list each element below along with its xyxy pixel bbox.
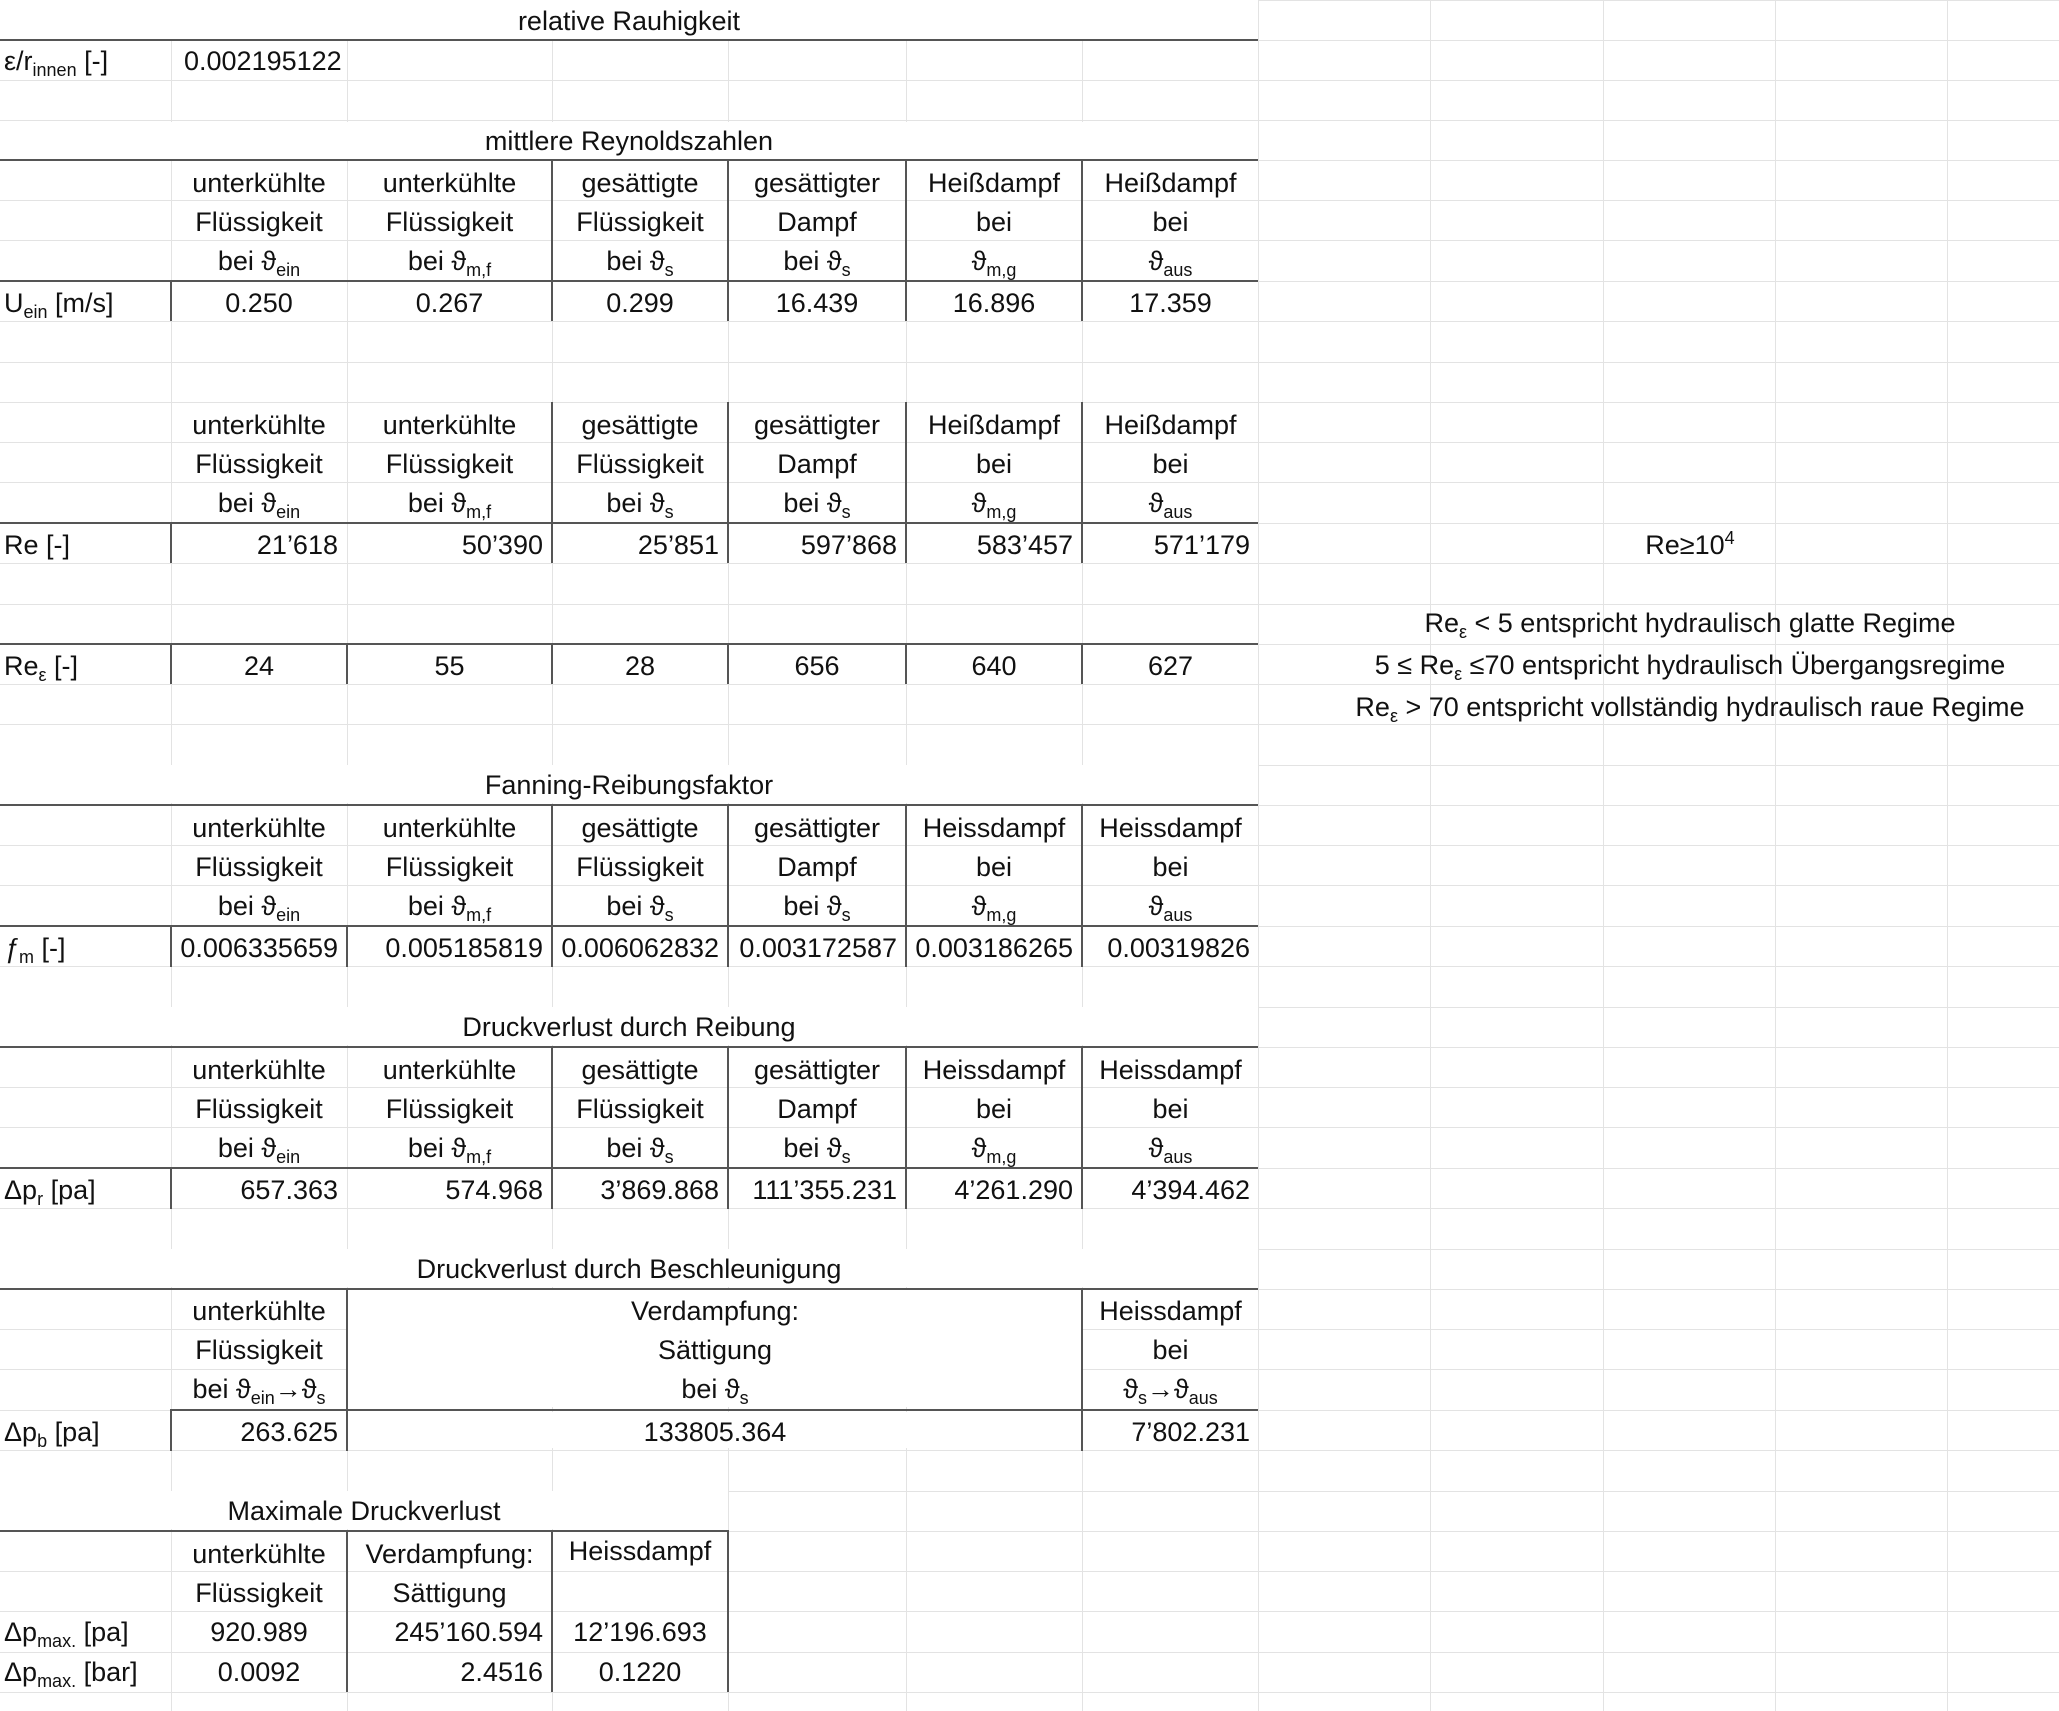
value-cell[interactable]: 0.006062832 [561, 933, 719, 963]
dp-max-bar-label: $\Delta p_{max.}$ [bar] [4, 1657, 138, 1691]
re-condition-note: $Re\ge 10^4$ [1645, 528, 1735, 560]
column-header-line1: unterkühlte [192, 1055, 326, 1085]
column-header-line1: gesättigte [581, 410, 699, 440]
column-header-theta: $ϑ_{m,g}$ [971, 891, 1017, 925]
column-header-line2: Dampf [777, 852, 857, 882]
dp-b-value-cell[interactable]: 263.625 [240, 1417, 338, 1447]
column-header-line2: bei [1152, 1094, 1189, 1124]
section-title-reibung: Druckverlust durch Reibung [462, 1012, 796, 1042]
value-cell[interactable]: 25’851 [637, 530, 719, 560]
value-cell[interactable]: 21’618 [256, 530, 338, 560]
column-header-theta: $ϑ_{aus}$ [1148, 1133, 1193, 1167]
column-header-line2: Flüssigkeit [576, 1094, 704, 1124]
column-header-line2: Flüssigkeit [576, 852, 704, 882]
column-header-line2: Flüssigkeit [576, 207, 704, 237]
max-header-fluessigkeit: Flüssigkeit [195, 1578, 323, 1608]
value-cell[interactable]: 0.003186265 [915, 933, 1073, 963]
dp-max-pa-label: $\Delta p_{max.}$ [pa] [4, 1617, 129, 1651]
dp-reibung-label: $\Delta p_r$ [pa] [4, 1175, 96, 1209]
column-header-line2: bei [975, 1094, 1013, 1124]
dp-max-pa-cell[interactable]: 245’160.594 [394, 1617, 543, 1647]
column-header-line1: unterkühlte [382, 410, 517, 440]
column-header-line1: Heißdampf [1104, 410, 1237, 440]
max-header-verdampfung: Verdampfung: [365, 1539, 534, 1569]
column-header-line2: bei [975, 449, 1013, 479]
column-header-line1: gesättigter [753, 410, 881, 440]
header-verdampfung: Verdampfung: [630, 1296, 800, 1326]
column-header-line2: Flüssigkeit [385, 1094, 514, 1124]
column-header-line1: unterkühlte [192, 168, 326, 198]
value-cell[interactable]: 583’457 [976, 530, 1073, 560]
column-header-line1: gesättigter [753, 1055, 881, 1085]
dp-max-pa-cell[interactable]: 12’196.693 [573, 1617, 707, 1647]
column-header-line2: Dampf [777, 449, 857, 479]
column-header-line2: bei [1152, 852, 1189, 882]
re-label: Re [-] [4, 530, 71, 560]
column-header-theta: bei $ϑ_s$ [783, 488, 851, 522]
section-title-fanning: Fanning-Reibungsfaktor [484, 770, 774, 800]
value-cell[interactable]: 0.003172587 [739, 933, 897, 963]
column-header-theta: bei $ϑ_{m,f}$ [407, 246, 492, 280]
dp-b-value-cell[interactable]: 7’802.231 [1131, 1417, 1250, 1447]
column-header-theta: bei $ϑ_{ein}$ [217, 488, 301, 522]
max-header-unterkuehlte: unterkühlte [192, 1539, 326, 1569]
column-header-line1: Heißdampf [1104, 168, 1237, 198]
column-header-theta: $ϑ_{aus}$ [1148, 246, 1193, 280]
column-header-line1: unterkühlte [382, 1055, 517, 1085]
dp-max-bar-cell[interactable]: 0.0092 [217, 1657, 301, 1687]
column-header-line2: Flüssigkeit [195, 1094, 323, 1124]
section-title-rauhigkeit: relative Rauhigkeit [517, 6, 741, 36]
column-header-line1: gesättigter [753, 813, 881, 843]
column-header-theta: bei $ϑ_{m,f}$ [407, 488, 492, 522]
column-header-theta: $ϑ_{m,g}$ [971, 246, 1017, 280]
column-header-theta: bei $ϑ_s$ [783, 246, 851, 280]
u-ein-label: $U_{ein}$ [m/s] [4, 288, 114, 322]
column-header-line1: unterkühlte [192, 410, 326, 440]
column-header-line1: unterkühlte [192, 813, 326, 843]
column-header-line1: Heissdampf [922, 813, 1066, 843]
value-cell[interactable]: 656 [794, 651, 840, 681]
value-cell[interactable]: 0.299 [606, 288, 674, 318]
column-header-line1: Heißdampf [927, 410, 1061, 440]
value-cell[interactable]: 657.363 [240, 1175, 338, 1205]
rauhigkeit-value-cell[interactable]: 0.002195122 [184, 46, 342, 76]
header-unterkuehlte: unterkühlte [192, 1296, 326, 1326]
value-cell[interactable]: 627 [1147, 651, 1194, 681]
value-cell[interactable]: 50’390 [461, 530, 543, 560]
value-cell[interactable]: 0.267 [415, 288, 484, 318]
column-header-line1: unterkühlte [382, 813, 517, 843]
dp-b-value-cell[interactable]: 133805.364 [643, 1417, 787, 1447]
value-cell[interactable]: 16.439 [775, 288, 859, 318]
value-cell[interactable]: 0.250 [225, 288, 293, 318]
column-header-line2: bei [1152, 449, 1189, 479]
column-header-line2: Flüssigkeit [385, 207, 514, 237]
value-cell[interactable]: 571’179 [1153, 530, 1250, 560]
dp-max-bar-cell[interactable]: 0.1220 [598, 1657, 682, 1687]
value-cell[interactable]: 597’868 [800, 530, 897, 560]
rauhigkeit-label: $\varepsilon/r_{innen}$ [-] [4, 46, 109, 80]
regime-note-rough: $Re_\varepsilon > 70$ entspricht vollständig hydraulisch raue Regime [1355, 692, 2025, 726]
value-cell[interactable]: 4’394.462 [1131, 1175, 1250, 1205]
regime-note-smooth: $Re_\varepsilon < 5$ entspricht hydraulisch glatte Regime [1424, 608, 1956, 642]
max-header-saettigung: Sättigung [392, 1578, 507, 1608]
header-fluessigkeit: Flüssigkeit [195, 1335, 323, 1365]
column-header-theta: $ϑ_{aus}$ [1148, 488, 1193, 522]
column-header-line2: Dampf [777, 1094, 857, 1124]
section-title-reynolds: mittlere Reynoldszahlen [484, 126, 774, 156]
header-theta-s-aus: $ϑ_s\to ϑ_{aus}$ [1123, 1374, 1218, 1408]
column-header-line2: Flüssigkeit [576, 449, 704, 479]
header-saettigung: Sättigung [657, 1335, 773, 1365]
column-header-line2: bei [1152, 207, 1189, 237]
header-heissdampf: Heissdampf [1099, 1296, 1242, 1326]
value-cell[interactable]: 24 [243, 651, 275, 681]
column-header-theta: bei $ϑ_{m,f}$ [407, 891, 492, 925]
value-cell[interactable]: 111’355.231 [752, 1175, 897, 1205]
value-cell[interactable]: 574.968 [445, 1175, 543, 1205]
column-header-line2: Flüssigkeit [385, 852, 514, 882]
value-cell[interactable]: 4’261.290 [954, 1175, 1073, 1205]
value-cell[interactable]: 0.005185819 [385, 933, 543, 963]
column-header-theta: bei $ϑ_s$ [606, 488, 674, 522]
column-header-line2: Flüssigkeit [195, 852, 323, 882]
value-cell[interactable]: 55 [434, 651, 465, 681]
column-header-line1: Heissdampf [1099, 813, 1242, 843]
column-header-line1: gesättigte [581, 813, 699, 843]
column-header-line1: gesättigter [753, 168, 881, 198]
value-cell[interactable]: 17.359 [1129, 288, 1212, 318]
column-header-line1: Heissdampf [922, 1055, 1066, 1085]
re-eps-label: $Re_\varepsilon$ [-] [4, 651, 79, 685]
max-header-heissdampf: Heissdampf [568, 1536, 712, 1566]
column-header-line1: unterkühlte [382, 168, 517, 198]
column-header-theta: $ϑ_{m,g}$ [971, 488, 1017, 522]
column-header-theta: bei $ϑ_s$ [606, 1133, 674, 1167]
column-header-theta: bei $ϑ_s$ [606, 246, 674, 280]
column-header-theta: bei $ϑ_s$ [783, 891, 851, 925]
value-cell[interactable]: 28 [624, 651, 656, 681]
value-cell[interactable]: 16.896 [952, 288, 1036, 318]
column-header-theta: bei $ϑ_s$ [606, 891, 674, 925]
column-header-theta: $ϑ_{m,g}$ [971, 1133, 1017, 1167]
header-bei-theta-s: bei $ϑ_s$ [681, 1374, 749, 1408]
column-header-line2: bei [975, 852, 1013, 882]
value-cell[interactable]: 0.006335659 [180, 933, 338, 963]
column-header-line2: Flüssigkeit [195, 207, 323, 237]
column-header-line2: Flüssigkeit [385, 449, 514, 479]
column-header-line1: Heissdampf [1099, 1055, 1242, 1085]
dp-max-pa-cell[interactable]: 920.989 [210, 1617, 308, 1647]
column-header-line1: Heißdampf [927, 168, 1061, 198]
value-cell[interactable]: 0.00319826 [1107, 933, 1250, 963]
column-header-theta: $ϑ_{aus}$ [1148, 891, 1193, 925]
section-title-maximal: Maximale Druckverlust [227, 1496, 501, 1526]
column-header-line2: bei [975, 207, 1013, 237]
column-header-theta: bei $ϑ_s$ [783, 1133, 851, 1167]
column-header-line2: Dampf [777, 207, 857, 237]
dp-max-bar-cell[interactable]: 2.4516 [460, 1657, 543, 1687]
value-cell[interactable]: 640 [971, 651, 1017, 681]
column-header-line2: Flüssigkeit [195, 449, 323, 479]
column-header-theta: bei $ϑ_{ein}$ [217, 246, 301, 280]
regime-note-transition: $5 \le Re_\varepsilon \le 70$ entspricht hydraulisch Übergangsregime [1374, 650, 2006, 684]
header-bei-theta-ein-s: bei $ϑ_{ein}\to ϑ_s$ [192, 1374, 326, 1408]
column-header-theta: bei $ϑ_{m,f}$ [407, 1133, 492, 1167]
header-bei: bei [1152, 1335, 1189, 1365]
column-header-line1: gesättigte [581, 168, 699, 198]
column-header-theta: bei $ϑ_{ein}$ [217, 891, 301, 925]
value-cell[interactable]: 3’869.868 [600, 1175, 719, 1205]
section-title-beschleunigung: Druckverlust durch Beschleunigung [416, 1254, 842, 1284]
column-header-line1: gesättigte [581, 1055, 699, 1085]
column-header-theta: bei $ϑ_{ein}$ [217, 1133, 301, 1167]
fanning-label: $ƒ_m$ [-] [4, 933, 66, 967]
dp-beschleunigung-label: $\Delta p_b$ [pa] [4, 1417, 100, 1451]
